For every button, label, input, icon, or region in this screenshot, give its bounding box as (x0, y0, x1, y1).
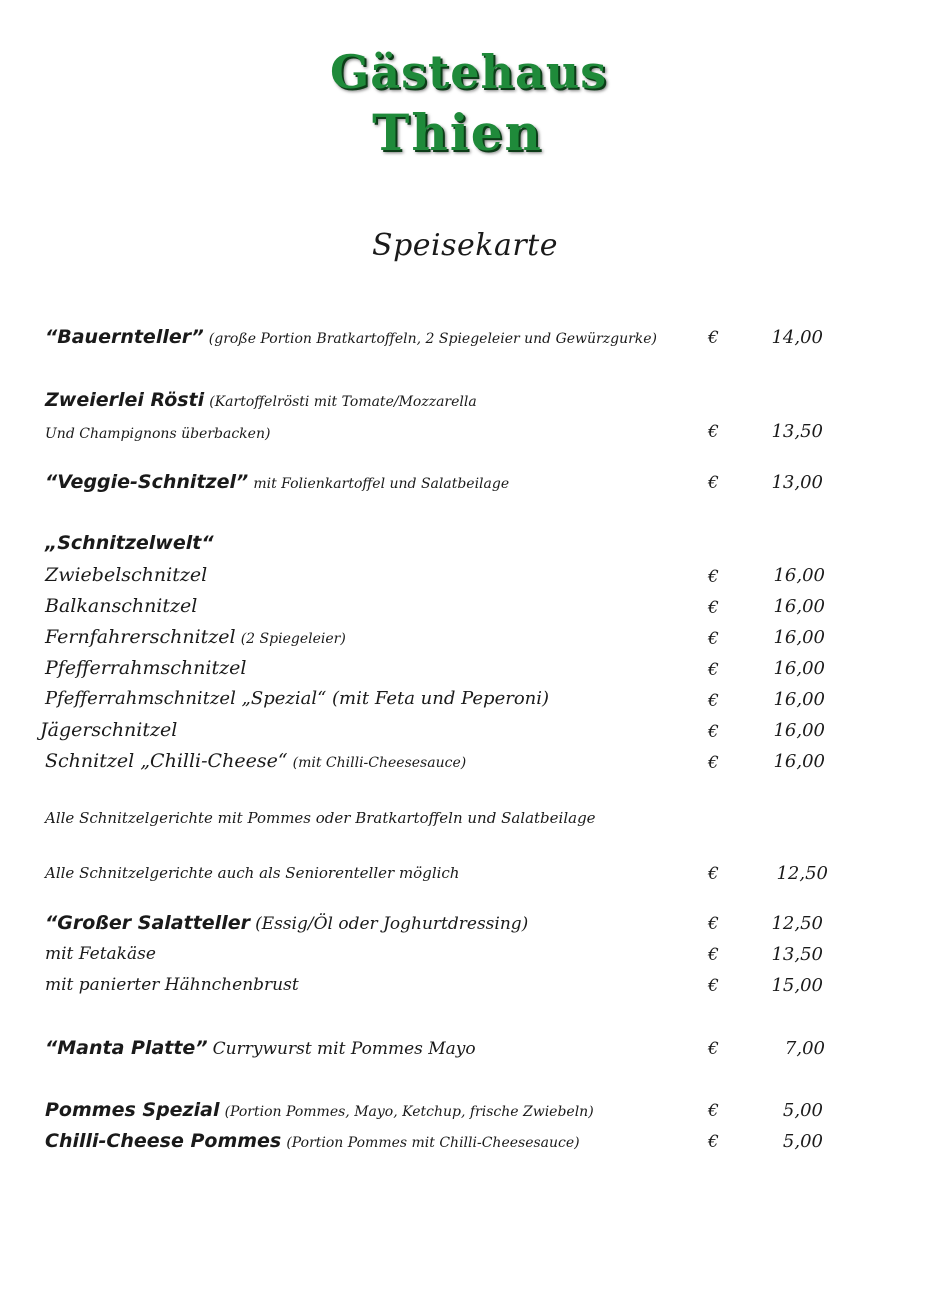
item-price: 14,00 (771, 327, 823, 348)
currency-symbol: € (708, 660, 719, 680)
item-desc: (Essig/Öl oder Joghurtdressing) (255, 914, 529, 934)
item-price: 13,50 (771, 421, 823, 442)
item-name: Zweierlei Rösti (45, 389, 205, 411)
item-name: Pommes Spezial (45, 1099, 220, 1121)
item-price: 12,50 (771, 913, 823, 934)
item-price: 16,00 (773, 751, 825, 772)
item-desc: (Portion Pommes, Mayo, Ketchup, frische Zwiebeln) (224, 1104, 594, 1120)
menu-item-pommes-spezial (45, 1099, 594, 1121)
schnitzel-item (45, 595, 197, 617)
schnitzel-item (45, 626, 346, 648)
schnitzel-info (45, 808, 596, 827)
currency-symbol: € (708, 691, 719, 711)
item-price: 16,00 (773, 658, 825, 679)
logo-line-1: Gästehaus (330, 45, 608, 99)
item-name: Zwiebelschnitzel (45, 564, 208, 586)
item-name: “Veggie-Schnitzel” (45, 471, 249, 493)
item-desc: (Kartoffelrösti mit Tomate/Mozzarella (209, 394, 477, 410)
salat-option (45, 975, 299, 995)
item-note: (2 Spiegeleier) (240, 631, 346, 647)
senior-info (45, 863, 459, 882)
item-price: 5,00 (782, 1131, 823, 1152)
currency-symbol: € (708, 753, 719, 773)
item-price: 12,50 (776, 863, 828, 884)
item-price: 16,00 (773, 565, 825, 586)
schnitzel-item (45, 564, 207, 586)
menu-item-roesti-desc2 (45, 423, 270, 442)
info-text: Alle Schnitzelgerichte auch als Seniorenteller möglich (45, 864, 460, 882)
item-name: “Manta Platte” (45, 1037, 208, 1059)
menu-item-chilli-pommes (45, 1130, 580, 1152)
option-name: mit panierter Hähnchenbrust (45, 975, 299, 995)
schnitzel-item (45, 750, 466, 772)
item-name: Schnitzel „Chilli-Cheese“ (45, 750, 288, 772)
logo-line-2: Thien (372, 103, 543, 162)
item-price: 5,00 (782, 1100, 823, 1121)
item-price: 16,00 (773, 720, 825, 741)
currency-symbol: € (708, 1039, 719, 1059)
info-text: Alle Schnitzelgerichte mit Pommes oder Bratkartoffeln und Salatbeilage (45, 809, 596, 827)
currency-symbol: € (708, 722, 719, 742)
item-price: 13,50 (771, 944, 823, 965)
schnitzel-item (45, 688, 549, 709)
currency-symbol: € (708, 598, 719, 618)
currency-symbol: € (708, 328, 719, 348)
item-name: Balkanschnitzel (45, 595, 198, 617)
currency-symbol: € (708, 422, 719, 442)
item-price: 16,00 (773, 689, 825, 710)
currency-symbol: € (708, 629, 719, 649)
item-price: 13,00 (771, 472, 823, 493)
item-name: Jägerschnitzel (40, 719, 178, 741)
schnitzelwelt-heading (45, 532, 214, 554)
item-name: Pfefferrahmschnitzel „Spezial“ (mit Feta und Peperoni) (45, 688, 550, 709)
item-price: 16,00 (773, 596, 825, 617)
item-name: Fernfahrerschnitzel (45, 626, 236, 648)
item-price: 16,00 (773, 627, 825, 648)
item-name: Pfefferrahmschnitzel (45, 657, 247, 679)
option-name: mit Fetakäse (45, 944, 156, 964)
currency-symbol: € (708, 473, 719, 493)
item-desc: (Portion Pommes mit Chilli-Cheesesauce) (286, 1135, 580, 1151)
item-desc: Und Champignons überbacken) (45, 426, 271, 442)
menu-item-manta (45, 1037, 476, 1059)
item-desc: (große Portion Bratkartoffeln, 2 Spiegeleier und Gewürzgurke) (208, 331, 658, 347)
item-desc: mit Folienkartoffel und Salatbeilage (253, 476, 510, 492)
item-name: “Großer Salatteller (45, 912, 250, 934)
schnitzel-item (45, 657, 246, 679)
currency-symbol: € (708, 945, 719, 965)
item-note: (mit Chilli-Cheesesauce) (292, 755, 467, 771)
menu-item-bauernteller (45, 326, 657, 348)
currency-symbol: € (708, 976, 719, 996)
currency-symbol: € (708, 1132, 719, 1152)
menu-item-roesti (45, 389, 477, 411)
currency-symbol: € (708, 914, 719, 934)
currency-symbol: € (708, 567, 719, 587)
schnitzel-item (40, 719, 177, 741)
page-title: Speisekarte (372, 228, 558, 263)
currency-symbol: € (708, 864, 719, 884)
item-name: Chilli-Cheese Pommes (45, 1130, 282, 1152)
item-price: 7,00 (784, 1038, 825, 1059)
salat-option (45, 944, 156, 964)
item-name: “Bauernteller” (45, 326, 204, 348)
section-heading: „Schnitzelwelt“ (45, 532, 214, 554)
logo (330, 42, 608, 180)
menu-item-salat (45, 912, 528, 934)
item-desc: Currywurst mit Pommes Mayo (212, 1039, 476, 1059)
item-price: 15,00 (771, 975, 823, 996)
currency-symbol: € (708, 1101, 719, 1121)
menu-item-veggie (45, 471, 509, 493)
